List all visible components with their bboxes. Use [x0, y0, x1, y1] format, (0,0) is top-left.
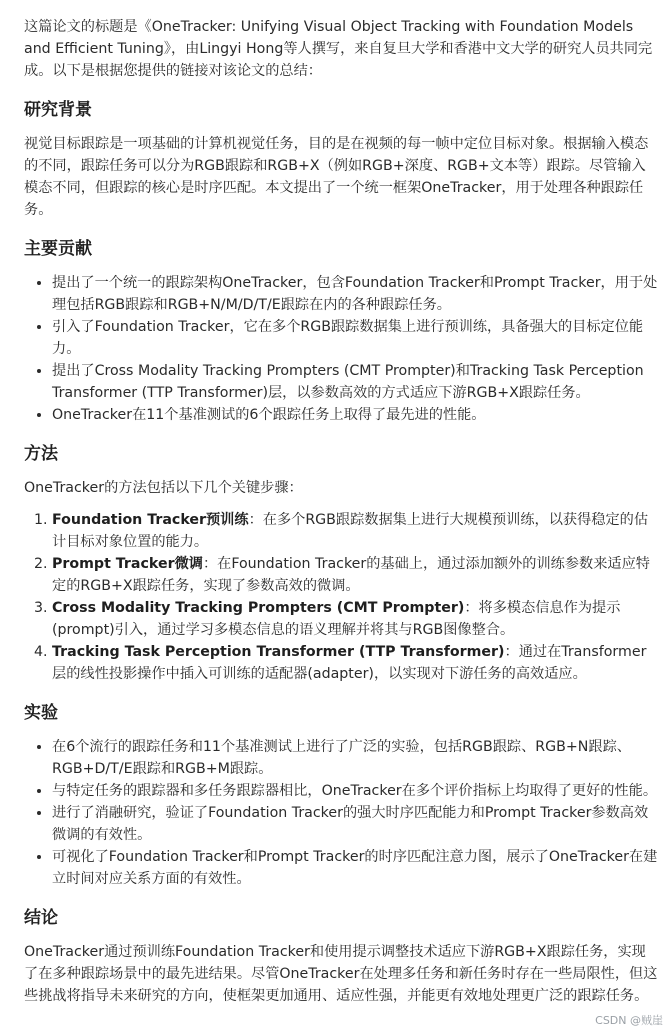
intro-paragraph: 这篇论文的标题是《OneTracker: Unifying Visual Object Tracking with Foundation Models and Efficient Tuning》，由Lingyi Hong等人撰写，来自复旦大学和香港中文大学的研究人员共同完成。以下是根据您提供的链接对该论文的总结：	[24, 19, 653, 79]
conclusion-paragraph: OneTracker通过预训练Foundation Tracker和使用提示调整技术适应下游RGB+X跟踪任务，实现了在多种跟踪场景中的最先进结果。尽管OneTracker在处理多任务和新任务时存在一些局限性，但这些挑战将指导未来研究的方向，使框架更加通用、适应性强，并能更有效地处理更广泛的跟踪任务。	[24, 944, 658, 1004]
step-separator: ：	[464, 600, 479, 616]
step-title: Prompt Tracker微调	[52, 556, 203, 572]
step-title: Tracking Task Perception Transformer (TTP Transformer)	[52, 644, 505, 660]
contributions-list	[24, 272, 659, 426]
list-item: • OneTracker在11个基准测试的6个跟踪任务上取得了最先进的性能。	[52, 404, 659, 426]
list-item: • 进行了消融研究，验证了Foundation Tracker的强大时序匹配能力和Prompt Tracker参数高效微调的有效性。	[52, 802, 659, 846]
step-title: Foundation Tracker预训练	[52, 512, 249, 528]
step-title: Cross Modality Tracking Prompters (CMT Prompter)	[52, 600, 465, 616]
section-heading-experiments: 实验	[24, 703, 58, 723]
list-item: • 与特定任务的跟踪器和多任务跟踪器相比，OneTracker在多个评价指标上均取得了更好的性能。	[52, 780, 659, 802]
list-item: • 可视化了Foundation Tracker和Prompt Tracker的时序匹配注意力图，展示了OneTracker在建立时间对应关系方面的有效性。	[52, 846, 659, 890]
list-item	[52, 509, 659, 553]
experiments-list	[24, 736, 659, 890]
list-item: • 在6个流行的跟踪任务和11个基准测试上进行了广泛的实验，包括RGB跟踪、RGB+N跟踪、RGB+D/T/E跟踪和RGB+M跟踪。	[52, 736, 659, 780]
list-item: • 提出了Cross Modality Tracking Prompters (CMT Prompter)和Tracking Task Perception Transformer (TTP Transformer)层，以参数高效的方式适应下游RGB+X跟踪任务。	[52, 360, 659, 404]
list-item	[52, 597, 659, 641]
step-text: 在多个RGB跟踪数据集上进行大规模预训练，以获得稳定的估计目标对象位置的能力。	[52, 512, 649, 550]
section-heading-conclusion: 结论	[24, 908, 58, 928]
list-item: • 提出了一个统一的跟踪架构OneTracker，包含Foundation Tracker和Prompt Tracker，用于处理包括RGB跟踪和RGB+N/M/D/T/E跟踪在内的各种跟踪任务。	[52, 272, 659, 316]
source-watermark: CSDN @贼崖	[595, 1014, 663, 1027]
step-separator: ：	[248, 512, 263, 528]
step-separator: ：	[504, 644, 519, 660]
step-separator: ：	[202, 556, 218, 572]
step-text: 在Foundation Tracker的基础上，通过添加额外的训练参数来适应特定的RGB+X跟踪任务，实现了参数高效的微调。	[52, 556, 650, 594]
list-item	[52, 553, 659, 597]
list-item	[52, 641, 659, 685]
section-heading-background: 研究背景	[24, 100, 92, 120]
step-text: 通过在Transformer层的线性投影操作中插入可训练的适配器(adapter)，以实现对下游任务的高效适应。	[52, 644, 647, 682]
method-steps-list	[24, 509, 659, 685]
section-heading-method: 方法	[24, 444, 58, 464]
list-item: • 引入了Foundation Tracker，它在多个RGB跟踪数据集上进行预训练，具备强大的目标定位能力。	[52, 316, 659, 360]
section-heading-contributions: 主要贡献	[24, 239, 92, 259]
method-intro: OneTracker的方法包括以下几个关键步骤：	[24, 480, 303, 496]
background-paragraph: 视觉目标跟踪是一项基础的计算机视觉任务，目的是在视频的每一帧中定位目标对象。根据输入模态的不同，跟踪任务可以分为RGB跟踪和RGB+X（例如RGB+深度、RGB+文本等）跟踪。尽管输入模态不同，但跟踪的核心是时序匹配。本文提出了一个统一框架OneTracker，用于处理各种跟踪任务。	[24, 136, 649, 218]
step-text: 将多模态信息作为提示(prompt)引入，通过学习多模态信息的语义理解并将其与RGB图像整合。	[52, 600, 621, 638]
